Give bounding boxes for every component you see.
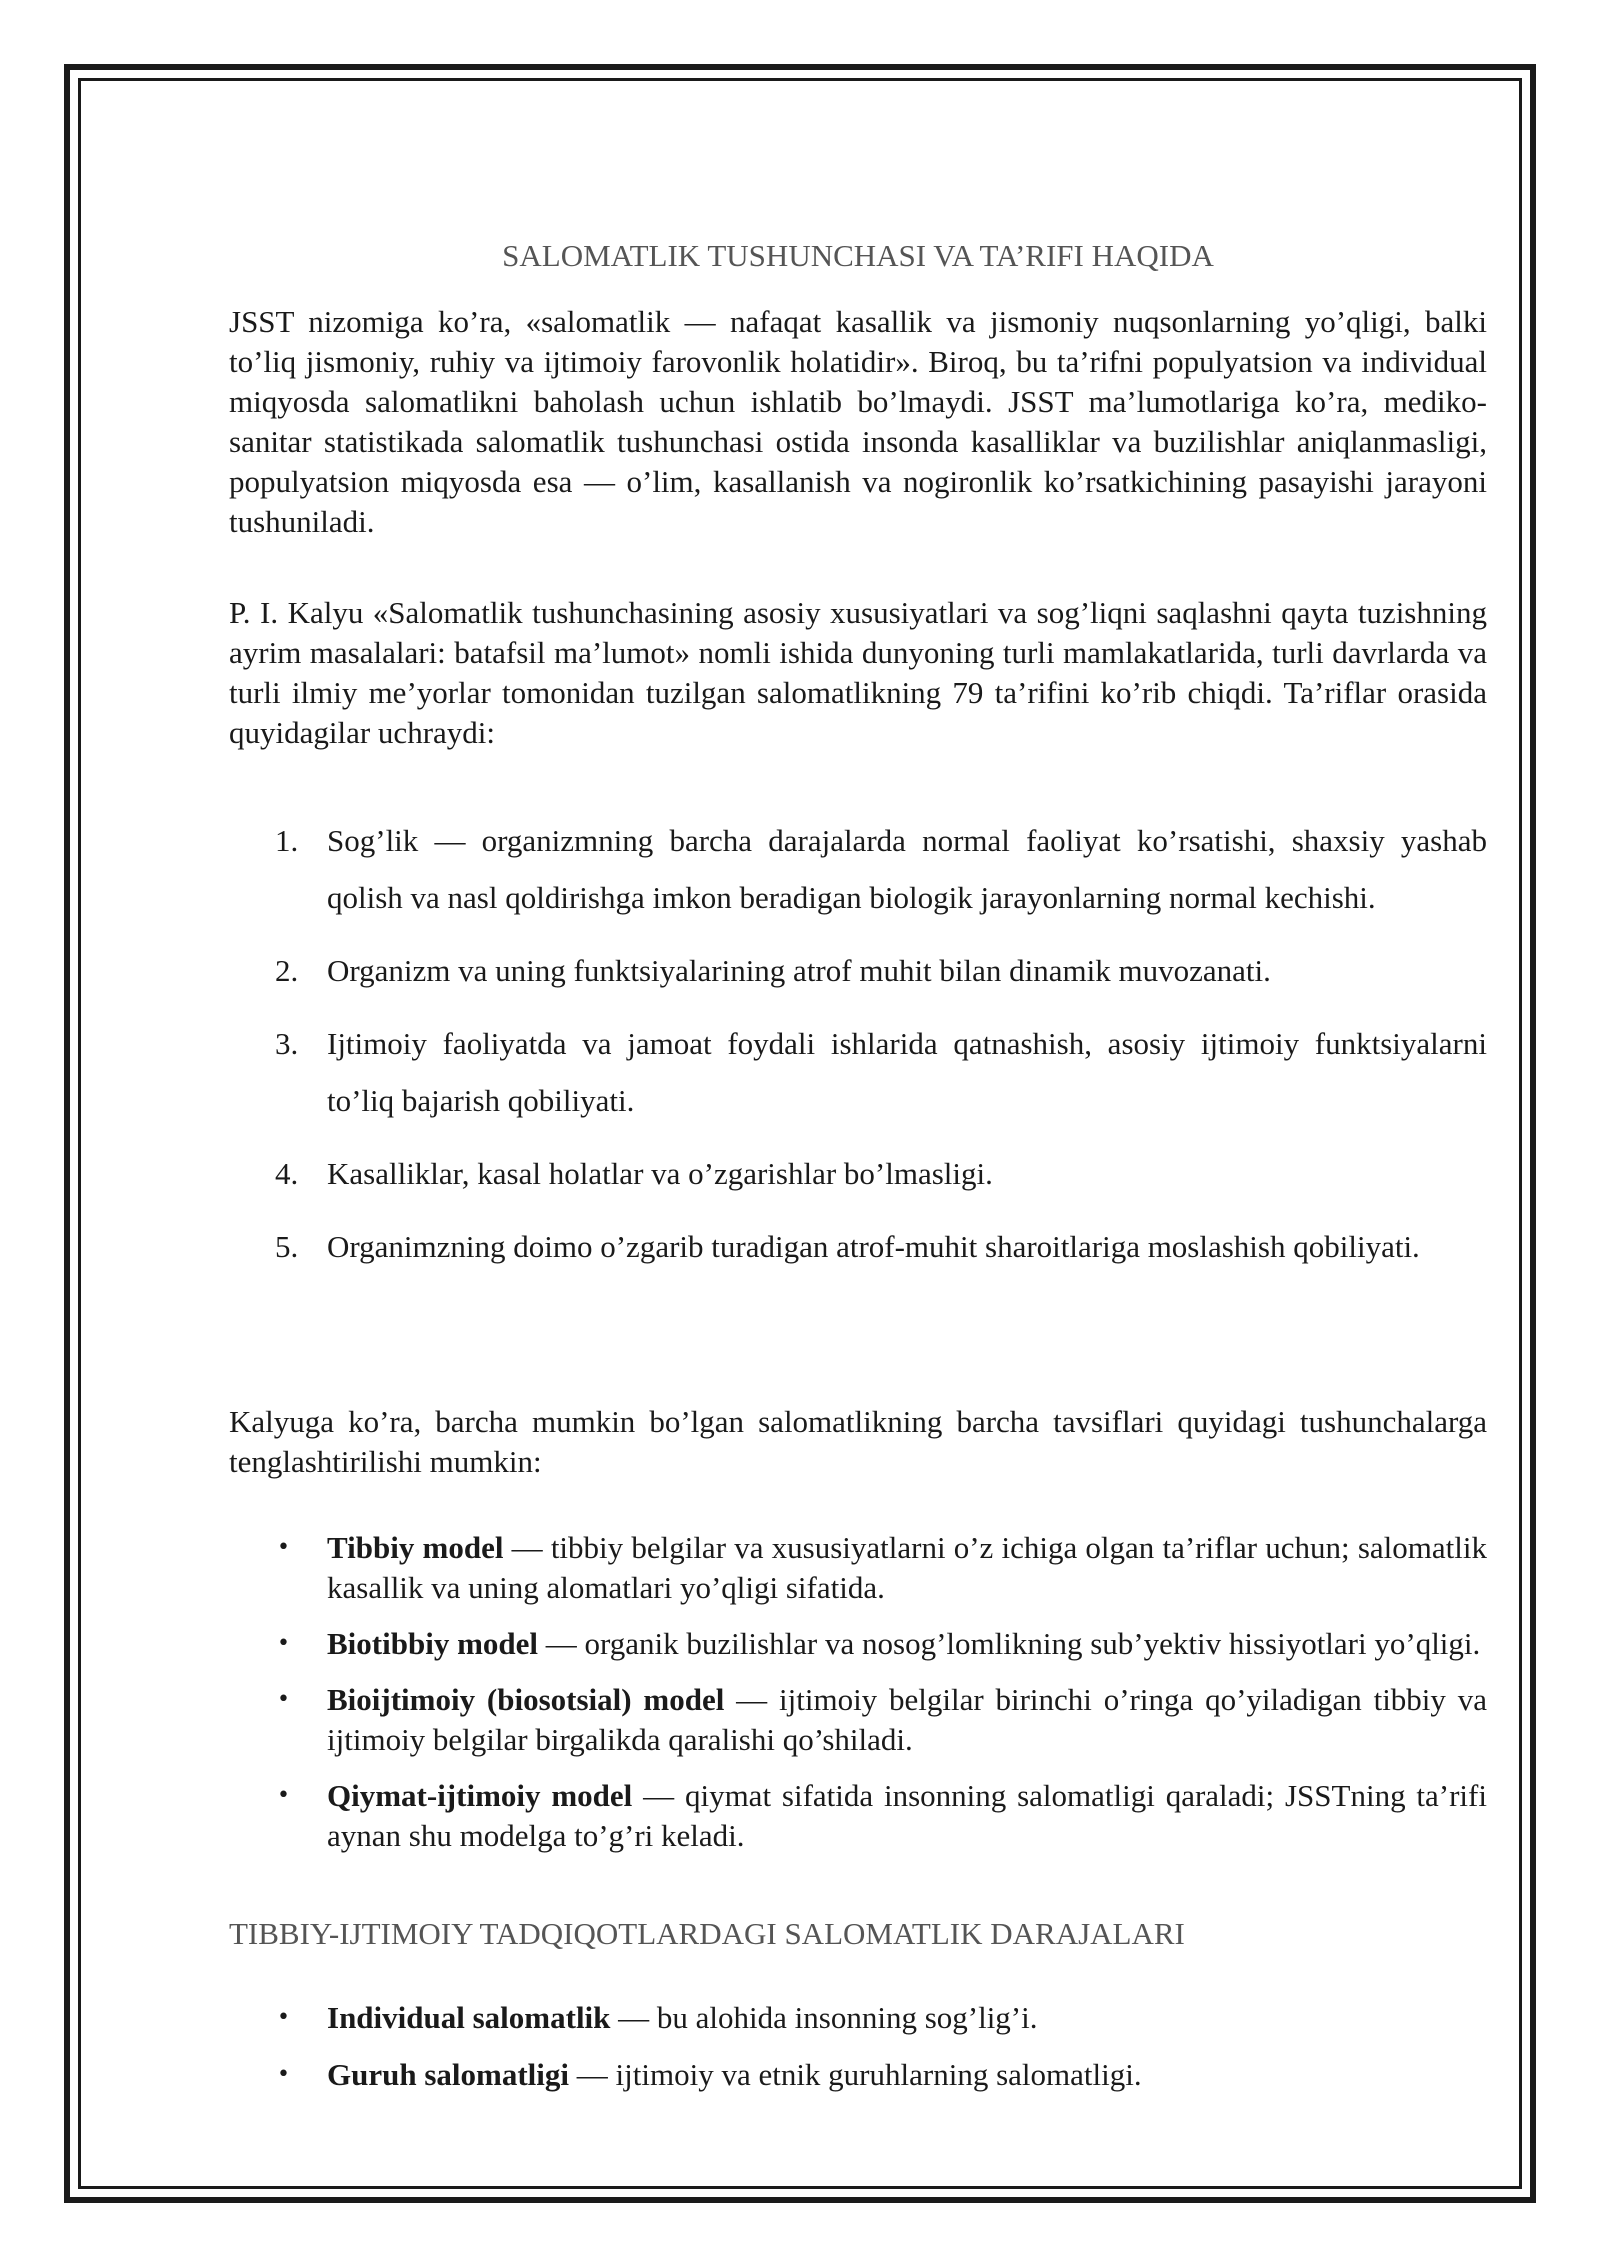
list-item (229, 1145, 1487, 1202)
model-term: Tibbiy model (327, 1530, 504, 1565)
model-description: — ijtimoiy belgilar birinchi o’ringa qo’yiladigan tibbiy va ijtimoiy belgilar birgalikda qaralishi qo’shiladi. (327, 1682, 1487, 1757)
list-item-text: Kasalliklar, kasal holatlar va o’zgarishlar bo’lmasligi. (327, 1156, 993, 1191)
list-item (229, 812, 1487, 926)
list-item (229, 1528, 1487, 1608)
list-number: 3. (275, 1026, 299, 1061)
model-term: Qiymat-ijtimoiy model (327, 1778, 633, 1813)
health-levels-list (229, 1998, 1487, 2095)
list-number: 4. (275, 1156, 299, 1191)
level-term: Guruh salomatligi (327, 2057, 570, 2092)
list-item (229, 1776, 1487, 1856)
list-item (229, 942, 1487, 999)
list-item-text: Ijtimoiy faoliyatda va jamoat foydali ishlarida qatnashish, asosiy ijtimoiy funktsiyalarni to’liq bajarish qobiliyati. (327, 1026, 1487, 1118)
model-term: Bioijtimoiy (biosotsial) model (327, 1682, 725, 1717)
list-item (229, 1998, 1487, 2038)
list-item (229, 1015, 1487, 1129)
list-number: 2. (275, 953, 299, 988)
list-item-text: Organimzning doimo o’zgarib turadigan atrof-muhit sharoitlariga moslashish qobiliyati. (327, 1229, 1420, 1264)
list-item (229, 1624, 1487, 1664)
bullet-marker: • (277, 1783, 290, 1808)
paragraph-kalyu-models: Kalyuga ko’ra, barcha mumkin bo’lgan salomatlikning barcha tavsiflari quyidagi tushunchalarga tenglashtirilishi mumkin: (229, 1404, 1487, 1479)
model-description: — qiymat sifatida insonning salomatligi qaraladi; JSSTning ta’rifi aynan shu modelga to’g’ri keladi. (327, 1778, 1487, 1853)
level-term: Individual salomatlik (327, 2000, 611, 2035)
models-list (229, 1528, 1487, 1856)
list-number: 5. (275, 1229, 299, 1264)
list-item (229, 2055, 1487, 2095)
bullet-marker: • (277, 1687, 290, 1712)
list-item-text: Sog’lik — organizmning barcha darajalarda normal faoliyat ko’rsatishi, shaxsiy yashab qolish va nasl qoldirishga imkon beradigan biologik jarayonlarning normal kechishi. (327, 823, 1487, 915)
model-description: — organik buzilishlar va nosog’lomlikning sub’yektiv hissiyotlari yo’qligi. (538, 1626, 1481, 1661)
list-item (229, 1680, 1487, 1760)
bullet-marker: • (277, 1535, 290, 1560)
bullet-marker: • (277, 1631, 290, 1656)
paragraph-who-definition: JSST nizomiga ko’ra, «salomatlik — nafaqat kasallik va jismoniy nuqsonlarning yo’qligi, balki to’liq jismoniy, ruhiy va ijtimoiy farovonlik holatidir». Biroq, bu ta’rifni populyatsion va individual miqyosda salomatlikni baholash uchun ishlatib bo’lmaydi. JSST ma’lumotlariga ko’ra, mediko-sanitar statistikada salomatlik tushunchasi ostida insonda kasalliklar va buzilishlar aniqlanmasligi, populyatsion miqyosda esa — o’lim, kasallanish va nogironlik ko’rsatkichining pasayishi jarayoni tushuniladi. (229, 304, 1487, 539)
document-title: SALOMATLIK TUSHUNCHASI VA TA’RIFI HAQIDA (502, 238, 1214, 273)
level-description: — bu alohida insonning sog’lig’i. (610, 2000, 1038, 2035)
list-item (229, 1218, 1487, 1275)
list-number: 1. (275, 823, 299, 858)
model-description: — tibbiy belgilar va xususiyatlarni o’z ichiga olgan ta’riflar uchun; salomatlik kasallik va uning alomatlari yo’qligi sifatida. (327, 1530, 1487, 1605)
model-term: Biotibbiy model (327, 1626, 539, 1661)
section-heading: TIBBIY-IJTIMOIY TADQIQOTLARDAGI SALOMATLIK DARAJALARI (229, 1916, 1185, 1951)
bullet-marker: • (277, 2005, 290, 2030)
level-description: — ijtimoiy va etnik guruhlarning salomatligi. (569, 2057, 1142, 2092)
definitions-list (229, 812, 1487, 1291)
list-item-text: Organizm va uning funktsiyalarining atrof muhit bilan dinamik muvozanati. (327, 953, 1271, 988)
bullet-marker: • (277, 2062, 290, 2087)
paragraph-kalyu-study: P. I. Kalyu «Salomatlik tushunchasining asosiy xususiyatlari va sog’liqni saqlashni qayta tuzishning ayrim masalalari: batafsil ma’lumot» nomli ishida dunyoning turli mamlakatlarida, turli davrlarda va turli ilmiy me’yorlar tomonidan tuzilgan salomatlikning 79 ta’rifini ko’rib chiqdi. Ta’riflar orasida quyidagilar uchraydi: (229, 595, 1487, 750)
